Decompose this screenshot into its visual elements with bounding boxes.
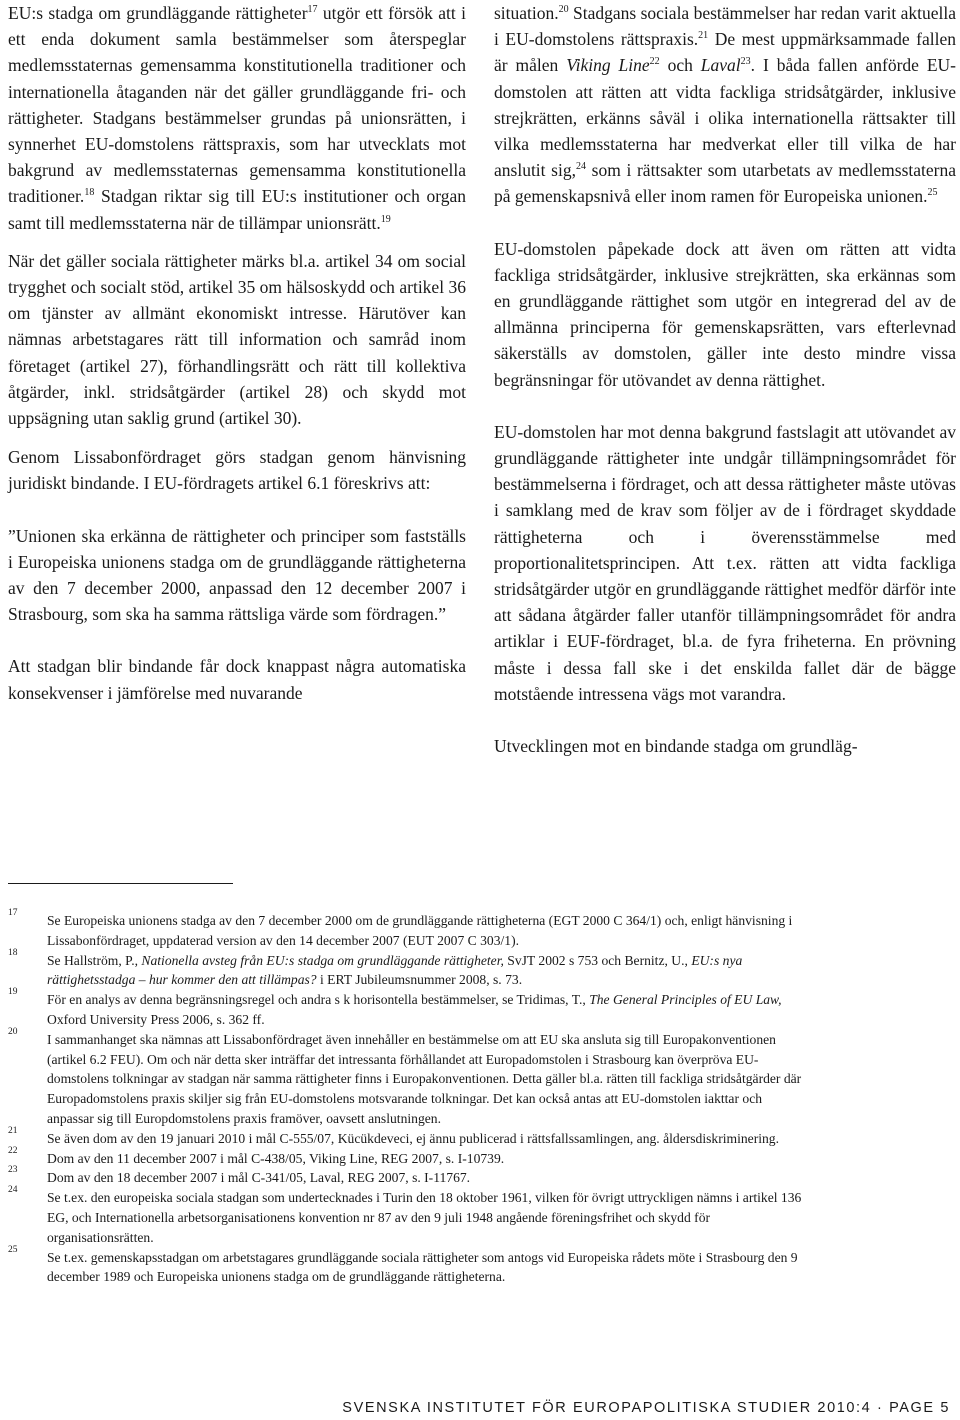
footnote-number: 21 — [8, 1125, 18, 1136]
footnote-text: I sammanhanget ska nämnas att Lissabonfördraget även innehåller en bestämmelse om att EU ska ansluta sig till Europakonventionen (artikel 6.2 FEU). Om och när detta sker inträffar det intressanta förhållandet att Europadomstolen i Strasbourg kan överpröva EU-domstolens tolkningar av stadgan när samma rättigheter finns i Europakonventionen. Detta gäller bl.a. rätten till fackliga stridsåtgärder där Europadomstolens praxis skiljer sig från EU-domstolens motsvarande tolkningar. Det kan också antas att EU-domstolen iakttar och anpassar sig till Europdomstolens praxis framöver, oavsett anslutningen. — [47, 1031, 802, 1126]
italic-text: Viking Line — [566, 55, 650, 76]
footnote-number: 20 — [8, 1026, 18, 1037]
footnote-text: Se Hallström, P., Nationella avsteg från EU:s stadga om grundläggande rättigheter, SvJT 2002 s 753 och Bernitz, U., EU:s nya rättighetsstadga – hur kommer den att tillämpas? i ERT Jubileumsnummer 2008, s. 73. — [47, 952, 743, 988]
footnote-ref: 19 — [380, 213, 391, 225]
footnote-number: 24 — [8, 1185, 18, 1196]
footnote-text: Se Europeiska unionens stadga av den 7 december 2000 om de grundläggande rättigheterna (EGT 2000 C 364/1) och, enligt hänvisning i Lissabonfördraget, uppdaterad version av den 14 december 2007 (EUT 2007 C 303/1). — [47, 913, 793, 948]
footnote-ref: 24 — [575, 161, 586, 173]
footnote — [8, 1185, 808, 1247]
paragraph: Genom Lissabonfördraget görs stadgan genom hänvisning juridiskt bindande. I EU-fördragets artikel 6.1 föreskrivs att: — [8, 447, 466, 494]
footnote-number: 18 — [8, 947, 18, 958]
footnotes — [8, 908, 808, 1287]
footnote-ref: 20 — [558, 4, 569, 15]
italic-text: Nationella avsteg från EU:s stadga om grundläggande rättigheter, — [141, 952, 504, 968]
right-column — [494, 0, 956, 785]
footnote-text: Se t.ex. den europeiska sociala stadgan som undertecknades i Turin den 18 oktober 1961, vilken för övrigt uttryckligen nämns i artikel 136 EG, och Internationella arbetsorganisationens konvention nr 87 av den 9 juli 1948 angående föreningsfrihet och skydd för organisationsrätten. — [47, 1190, 802, 1245]
journal-name: SVENSKA INSTITUTET FÖR EUROPAPOLITISKA STUDIER 2010:4 — [342, 1400, 872, 1416]
footnote-number: 19 — [8, 987, 18, 998]
footnote — [8, 1165, 808, 1188]
footnote — [8, 1125, 808, 1149]
page-number: PAGE 5 — [889, 1400, 950, 1416]
footnote-number: 22 — [8, 1145, 18, 1156]
block-quote: ”Unionen ska erkänna de rättigheter och principer som fastställs i Europeiska unionens stadga om de grundläggande rättigheterna av den 7 december 2000, anpassad den 12 december 2007 i Strasbourg, som ska ha samma rättsliga värde som fördragen.” — [8, 525, 466, 625]
footnote-ref: 23 — [740, 56, 751, 68]
footnote — [8, 947, 808, 991]
footnote-number: 23 — [8, 1165, 18, 1176]
footnote-text: Se t.ex. gemenskapsstadgan om arbetstagares grundläggande sociala rättigheter som antogs vid Europeiska rådets möte i Strasbourg den 9 december 1989 och Europeiska unionens stadga om de grundläggande rättigheterna. — [47, 1249, 798, 1285]
footnote-number: 17 — [8, 908, 18, 918]
footnote — [8, 908, 808, 951]
paragraph: Utvecklingen mot en bindande stadga om grundläg- — [494, 736, 858, 757]
left-column — [8, 0, 466, 732]
footer-separator: · — [877, 1400, 884, 1416]
paragraph: EU:s stadga om grundläggande rättigheter$^{17}$ utgör ett försök att i ett enda dokument samla bestämmelser som återspeglar medlemsstaternas gemensamma konstitutionella traditioner och internationella åtaganden när det gäller grundläggande fri- och rättigheter. Stadgans bestämmelser grundas på unionsrätten, i synnerhet EU-domstolens rättspraxis, som har utvecklats mot bakgrund av medlemsstaternas gemensamma konstitutionella traditioner.$^{18}$ Stadgan riktar sig till EU:s institutioner och organ samt till medlemsstaterna när de tillämpar unionsrätt.$^{19}$ — [8, 3, 466, 233]
footnote-text: Dom av den 18 december 2007 i mål C-341/05, Laval, REG 2007, s. I-11767. — [47, 1170, 471, 1186]
footnote-ref: 21 — [698, 30, 709, 42]
footnote-ref: 22 — [649, 56, 660, 68]
page-footer — [342, 1400, 950, 1416]
paragraph: situation.$^{20}$ Stadgans sociala bestämmelser har redan varit aktuella i EU-domstolens rättspraxis.$^{21}$ De mest uppmärksammade fallen är målen Viking Line$^{22}$ och Laval$^{23}$. I båda fallen anförde EU-domstolen att rätten att vidta fackliga stridsåtgärder, inklusive strejkrätten, erkänns såväl i olika internationella rättsakter till vilka medlemsstaterna har medverkat eller till vilka de har anslutit sig,$^{24}$ som i rättsakter som utarbetats av medlemsstaterna på gemenskapsnivå eller inom ramen för Europeiska unionen.$^{25}$ — [494, 3, 957, 207]
footnote-number: 25 — [8, 1244, 18, 1255]
footnote-text: Dom av den 11 december 2007 i mål C-438/05, Viking Line, REG 2007, s. I-10739. — [47, 1150, 505, 1166]
footnote-ref: 25 — [927, 187, 938, 199]
paragraph: När det gäller sociala rättigheter märks bl.a. artikel 34 om social trygghet och socialt stöd, artikel 35 om hälsoskydd och artikel 36 om tjänster av allmänt ekonomiskt intresse. Härutöver kan nämnas arbetstagares rätt till information och samråd inom företaget (artikel 27), förhandlingsrätt och rätt till kollektiva åtgärder, inkl. stridsåtgärder (artikel 28) och skydd mot uppsägning utan saklig grund (artikel 30). — [8, 250, 466, 429]
footnote-text: För en analys av denna begränsningsregel och andra s k horisontella bestämmelser, se Tridimas, T., The General Principles of EU Law, Oxford University Press 2006, s. 362 ff. — [47, 992, 782, 1027]
paragraph: EU-domstolen påpekade dock att även om rätten att vidta fackliga stridsåtgärder, inklusive strejkrätten, ska erkännas som en grundläggande rättighet som utgör en integrerad del av de allmänna principerna för gemenskapsrätten, vars efterlevnad säkerställs av domstolen, gäller inte desto mindre vissa begränsningar för utövandet av denna rättighet. — [494, 238, 956, 390]
footnote — [8, 987, 808, 1030]
footnote-ref: 17 — [307, 4, 318, 15]
footnote-ref: 18 — [84, 187, 95, 199]
footnote — [8, 1145, 808, 1169]
footnote-separator — [8, 883, 233, 884]
paragraph: Att stadgan blir bindande får dock knappast några automatiska konsekvenser i jämförelse med nuvarande — [8, 656, 466, 703]
footnote — [8, 1244, 808, 1288]
footnote — [8, 1026, 808, 1129]
paragraph: EU-domstolen har mot denna bakgrund fastslagit att utövandet av grundläggande rättigheter inte undgår tillämpningsområdet för bestämmelserna i fördraget, och att dessa rättigheter måste utövas i samklang med de krav som följer av de i fördraget skyddade rättigheterna och i överensstämmelse med proportionalitetsprincipen. Att t.ex. rätten att vidta fackliga stridsåtgärder utgör en grundläggande rättighet medför därför inte att sådana åtgärder faller utanför tillämpningsområdet för andra artiklar i EUF-fördraget, bl.a. de fyra friheterna. En prövning måste i dessa fall ske i det enskilda fallet där de bägge motstående intressena vägs mot varandra. — [494, 421, 956, 704]
footnote-text: Se även dom av den 19 januari 2010 i mål C-555/07, Kücükdeveci, ej ännu publicerad i rättsfallssamlingen, ang. åldersdiskriminering. — [47, 1130, 779, 1146]
italic-text: EU:s nya rättighetsstadga – hur kommer den att tillämpas? — [47, 952, 743, 988]
italic-text: The General Principles of EU Law, — [589, 992, 782, 1008]
italic-text: Laval — [700, 55, 741, 76]
